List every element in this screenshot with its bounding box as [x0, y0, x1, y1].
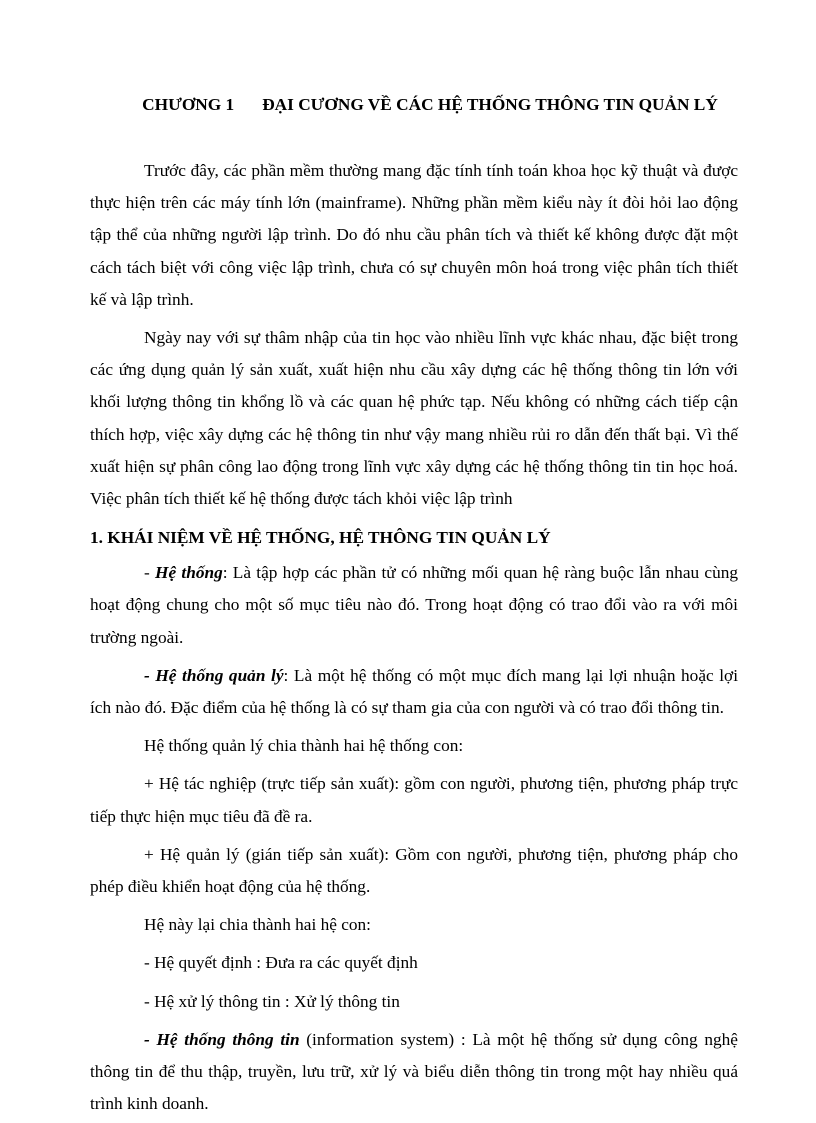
- he-xu-ly-thong-tin: - Hệ xử lý thông tin : Xử lý thông tin: [144, 991, 400, 1011]
- term-he-thong-thong-tin: - Hệ thống thông tin: [144, 1029, 300, 1049]
- definition-he-thong-quan-ly: [90, 660, 738, 724]
- term-he-thong-quan-ly: - Hệ thống quản lý: [144, 665, 284, 685]
- definition-he-thong: [90, 557, 738, 654]
- split-intro: Hệ thống quản lý chia thành hai hệ thống con:: [144, 736, 464, 756]
- definition-text: (information system) : Là một hệ thống sử dụng công nghệ thông tin để thu thập, truyền, lưu trữ, xử lý và biểu diễn thông tin trong một hay nhiều quá trình kinh doanh.: [90, 1029, 738, 1114]
- chapter-number: CHƯƠNG 1: [142, 95, 235, 114]
- term-he-thong: Hệ thống: [155, 563, 223, 583]
- intro-paragraph-1: Trước đây, các phần mềm thường mang đặc tính tính toán khoa học kỹ thuật và được thực hiện trên các máy tính lớn (mainframe). Những phần mềm kiểu này ít đòi hỏi lao động tập thể của những người lập trình. Do đó nhu cầu phân tích và thiết kế không được đặt một cách tách biệt với công việc lập trình, chưa có sự chuyên môn hoá trong việc phân tích thiết kế và lập trình.: [90, 161, 738, 309]
- chapter-name: ĐẠI CƯƠNG VỀ CÁC HỆ THỐNG THÔNG TIN QUẢN LÝ: [262, 95, 718, 114]
- definition-text: : Là tập hợp các phần tử có những mối quan hệ ràng buộc lẫn nhau cùng hoạt động chung cho một số mục tiêu nào đó. Trong hoạt động có trao đổi vào ra với môi trường ngoài.: [90, 563, 738, 647]
- body-text: [90, 155, 738, 1120]
- intro-paragraph-2: Ngày nay với sự thâm nhập của tin học vào nhiều lĩnh vực khác nhau, đặc biệt trong các ứng dụng quản lý sản xuất, xuất hiện nhu cầu xây dựng các hệ thống thông tin lớn với khối lượng thông tin khổng lồ và các quan hệ phức tạp. Nếu không có những cách tiếp cận thích hợp, việc xây dựng các hệ thông tin như vậy mang nhiều rủi ro dẫn đến thất bại. Vì thế xuất hiện sự phân công lao động trong lĩnh vực xây dựng các hệ thống thông tin tin học hoá. Việc phân tích thiết kế hệ thống được tách khỏi việc lập trình: [90, 328, 738, 509]
- he-tac-nghiep: + Hệ tác nghiệp (trực tiếp sản xuất): gồm con người, phương tiện, phương pháp trực tiếp thực hiện mục tiêu đã đề ra.: [90, 774, 738, 826]
- sub-split-intro: Hệ này lại chia thành hai hệ con:: [144, 915, 371, 935]
- definition-prefix: -: [144, 563, 156, 583]
- definition-text: : Là một hệ thống có một mục đích mang lại lợi nhuận hoặc lợi ích nào đó. Đặc điểm của hệ thống là có sự tham gia của con người và có trao đổi thông tin.: [90, 665, 738, 718]
- he-quan-ly: + Hệ quản lý (gián tiếp sản xuất): Gồm con người, phương tiện, phương pháp cho phép điều khiển hoạt động của hệ thống.: [90, 844, 738, 897]
- section-heading: 1. KHÁI NIỆM VỀ HỆ THỐNG, HỆ THÔNG TIN QUẢN LÝ: [90, 528, 551, 548]
- he-quyet-dinh: - Hệ quyết định : Đưa ra các quyết định: [144, 953, 418, 973]
- chapter-title: [120, 90, 740, 119]
- definition-he-thong-thong-tin: [90, 1024, 738, 1121]
